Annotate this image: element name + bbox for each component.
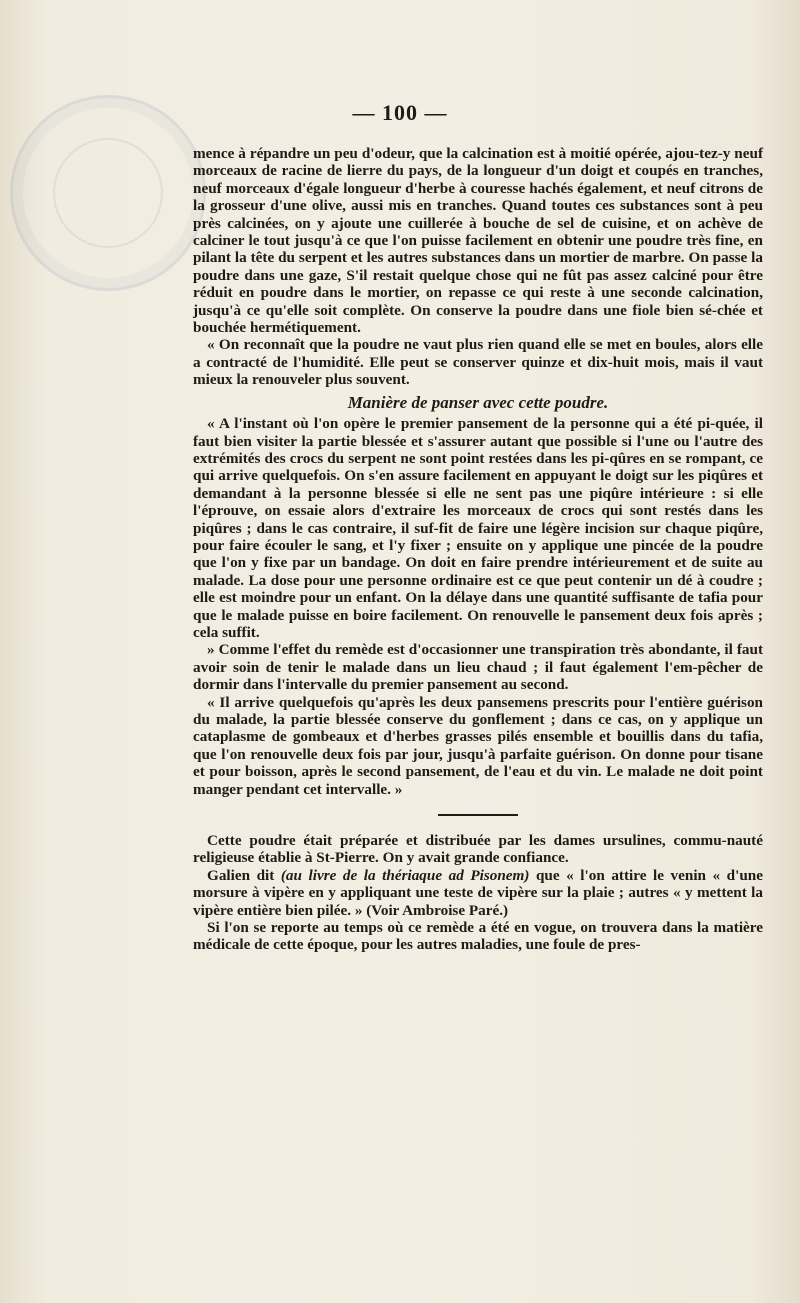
- paragraph-3: « A l'instant où l'on opère le premier pansement de la personne qui a été pi-quée, il faut bien visiter la partie blessée et s'assurer autant que possible si l'une ou l'autre des extrémités des crocs du serpent ne sont point restées dans les pi-qûres en se rompant, ce qui arrive quelquefois. On s'en assure facilement en appuyant le doigt sur les piqûres et demandant à la personne blessée si elle ne sent pas une piqûre intérieure : si elle l'éprouve, on essaie alors d'extraire les morceaux de crocs qui sont restés dans les piqûres ; dans le cas contraire, il suf-fit de faire une légère incision sur chaque piqûre, pour faire écouler le sang, et l'y fixer ; ensuite on y applique une pincée de la poudre que l'on y fixe par un bandage. On doit en faire prendre intérieurement et de suite au malade. La dose pour une personne ordinaire est ce que peut contenir un dé à coudre ; elle est moindre pour un enfant. On la délaye dans une quantité suffisante de tafia pour que le malade puisse en boire facilement. On renouvelle le pansement deux fois après ; cela suffit.: [193, 415, 763, 641]
- paragraph-8: Si l'on se reporte au temps où ce remède a été en vogue, on trouvera dans la matière médicale de cette époque, pour les autres maladies, une foule de pres-: [193, 919, 763, 954]
- paragraph-5: « Il arrive quelquefois qu'après les deux pansemens prescrits pour l'entière guérison du malade, la partie blessée conserve du gonflement ; dans ce cas, on y applique un cataplasme de gombeaux et d'herbes grasses pilés ensemble et bouillis dans du tafia, que l'on renouvelle deux fois par jour, jusqu'à parfaite guérison. On donne pour tisane et pour boisson, après le second pansement, de l'eau et du vin. Le malade ne doit point manger pendant cet intervalle. »: [193, 693, 763, 798]
- section-divider: [438, 814, 518, 816]
- section-heading: Manière de panser avec cette poudre.: [347, 392, 609, 412]
- citation-title: (au livre de la thériaque ad Pisonem): [280, 866, 530, 884]
- paragraph-7-end: que « l'on attire le venin « d'une morsure à vipère en y appliquant une teste de vipère sur la plaie ; autres « y mettent la vipère entière bien pilée. » (Voir Ambroise Paré.): [193, 866, 763, 919]
- body-text: [193, 145, 763, 954]
- page-number: — 100 —: [352, 100, 448, 125]
- paragraph-2: « On reconnaît que la poudre ne vaut plus rien quand elle se met en boules, alors elle a contracté de l'humidité. Elle peut se conserver quinze et dix-huit mois, mais il vaut mieux la renouveler plus souvent.: [193, 336, 763, 389]
- paragraph-4: » Comme l'effet du remède est d'occasionner une transpiration très abondante, il faut avoir soin de tenir le malade dans un lieu chaud ; il faut également l'em-pêcher de dormir dans l'intervalle du premier pansement au second.: [193, 641, 763, 694]
- paragraph-6: Cette poudre était préparée et distribuée par les dames ursulines, commu-nauté religieuse établie à St-Pierre. On y avait grande confiance.: [193, 832, 763, 867]
- paragraph-1: mence à répandre un peu d'odeur, que la calcination est à moitié opérée, ajou-tez-y neuf morceaux de racine de lierre du pays, de la longueur d'un doigt et coupés en tranches, neuf morceaux d'égale longueur d'herbe à couresse hachés également, et neuf citrons de la grosseur d'une olive, aussi mis en tranches. Quand toutes ces substances sont à peu près calcinées, on y ajoute une cuillerée à bouche de sel de cuisine, et on achève de calciner le tout jusqu'à ce que l'on puisse facilement en obtenir une poudre très fine, en pilant la tête du serpent et les autres substances dans un mortier de marbre. On passe la poudre dans une gaze, S'il restait quelque chose qui ne fût pas assez calciné pour être réduit en poudre dans le mortier, on repasse ce qui reste à une seconde calcination, jusqu'à ce qu'elle soit complète. On conserve la poudre dans une fiole bien sé-chée et bouchée hermétiquement.: [193, 145, 763, 337]
- paragraph-7: [193, 867, 763, 919]
- paragraph-7-start: Galien dit: [207, 866, 281, 884]
